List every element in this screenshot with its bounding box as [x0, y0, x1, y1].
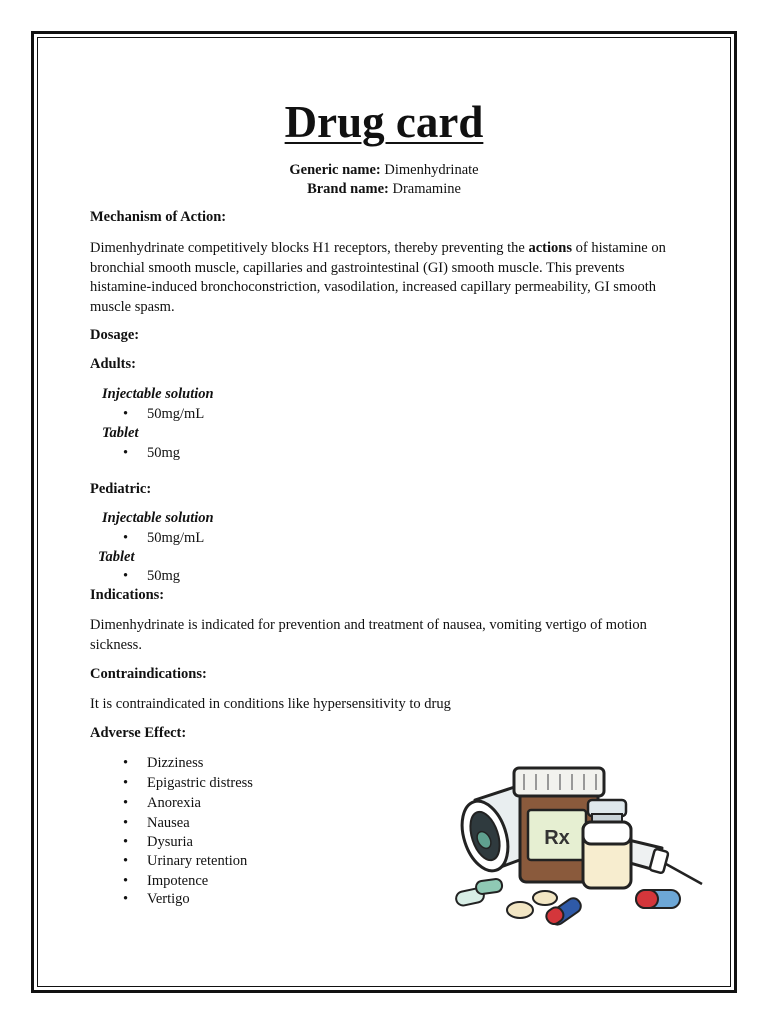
pediatric-heading: Pediatric: — [90, 481, 152, 497]
adults-injectable-item — [123, 406, 205, 423]
mechanism-text — [90, 239, 680, 317]
generic-name-label: Generic name: — [289, 162, 381, 178]
adverse-effect-item — [123, 891, 190, 908]
brand-name-label: Brand name: — [307, 181, 389, 197]
mechanism-text-end: of histamine on bronchial smooth muscle, capillaries and gastrointestinal (GI) smooth muscle. This prevents histamine-induced bronchoconstriction, vasodilation, increased capillary permeability, GI smooth muscle spasm. — [90, 240, 666, 315]
bullet-dot: • — [123, 568, 129, 584]
adults-tablet-value: 50mg — [147, 445, 181, 461]
adverse-effect-item — [123, 873, 209, 890]
pediatric-injectable-label: Injectable solution — [102, 510, 214, 526]
bullet-dot: • — [123, 755, 129, 771]
rx-label-text: Rx — [544, 827, 570, 849]
pediatric-tablet-item — [123, 568, 181, 585]
adverse-effect-text: Dizziness — [147, 755, 204, 771]
adverse-effect-text: Urinary retention — [147, 853, 248, 869]
adults-tablet-item — [123, 445, 181, 462]
adverse-effect-item — [123, 795, 201, 812]
adults-injectable-value: 50mg/mL — [147, 406, 205, 422]
pediatric-tablet-label: Tablet — [98, 549, 135, 565]
generic-name-line — [0, 162, 768, 179]
adverse-effect-item — [123, 853, 248, 870]
adverse-effect-text: Impotence — [147, 873, 209, 889]
pills-icon — [455, 878, 680, 927]
bullet-dot: • — [123, 795, 129, 811]
medicine-bottles-illustration — [440, 760, 705, 935]
bullet-dot: • — [123, 853, 129, 869]
mechanism-text-bold: actions — [528, 240, 572, 256]
adults-tablet-label: Tablet — [102, 425, 139, 441]
pediatric-injectable-value: 50mg/mL — [147, 530, 205, 546]
adverse-effect-item — [123, 834, 193, 851]
indications-heading: Indications: — [90, 587, 165, 603]
adverse-effect-item — [123, 775, 253, 792]
adverse-effect-text: Dysuria — [147, 834, 193, 850]
page-title: Drug card — [284, 97, 484, 147]
adverse-effect-text: Nausea — [147, 815, 190, 831]
adverse-effect-text: Epigastric distress — [147, 775, 253, 791]
adverse-effect-item — [123, 815, 190, 832]
dosage-heading: Dosage: — [90, 327, 140, 343]
adults-heading: Adults: — [90, 356, 136, 372]
bullet-dot: • — [123, 834, 129, 850]
bullet-dot: • — [123, 891, 129, 907]
bullet-dot: • — [123, 530, 129, 546]
brand-name-value: Dramamine — [392, 181, 461, 197]
brand-name-line — [0, 181, 768, 198]
indications-text: Dimenhydrinate is indicated for prevention and treatment of nausea, vomiting vertigo of motion sickness. — [90, 617, 647, 653]
vial-icon — [583, 800, 631, 888]
mechanism-text-start: Dimenhydrinate competitively blocks H1 receptors, thereby preventing the — [90, 240, 529, 256]
contraindications-text: It is contraindicated in conditions like hypersensitivity to drug — [90, 696, 451, 712]
bullet-dot: • — [123, 815, 129, 831]
contraindications-heading: Contraindications: — [90, 666, 207, 682]
adverse-effect-text: Vertigo — [147, 891, 190, 907]
adverse-effect-text: Anorexia — [147, 795, 201, 811]
bullet-dot: • — [123, 873, 129, 889]
adults-injectable-label: Injectable solution — [102, 386, 214, 402]
bullet-dot: • — [123, 406, 129, 422]
bullet-dot: • — [123, 775, 129, 791]
adverse-heading: Adverse Effect: — [90, 725, 187, 741]
mechanism-heading: Mechanism of Action: — [90, 209, 227, 225]
pediatric-tablet-value: 50mg — [147, 568, 181, 584]
bullet-dot: • — [123, 445, 129, 461]
generic-name-value: Dimenhydrinate — [384, 162, 479, 178]
pediatric-injectable-item — [123, 530, 205, 547]
adverse-effect-item — [123, 755, 204, 772]
